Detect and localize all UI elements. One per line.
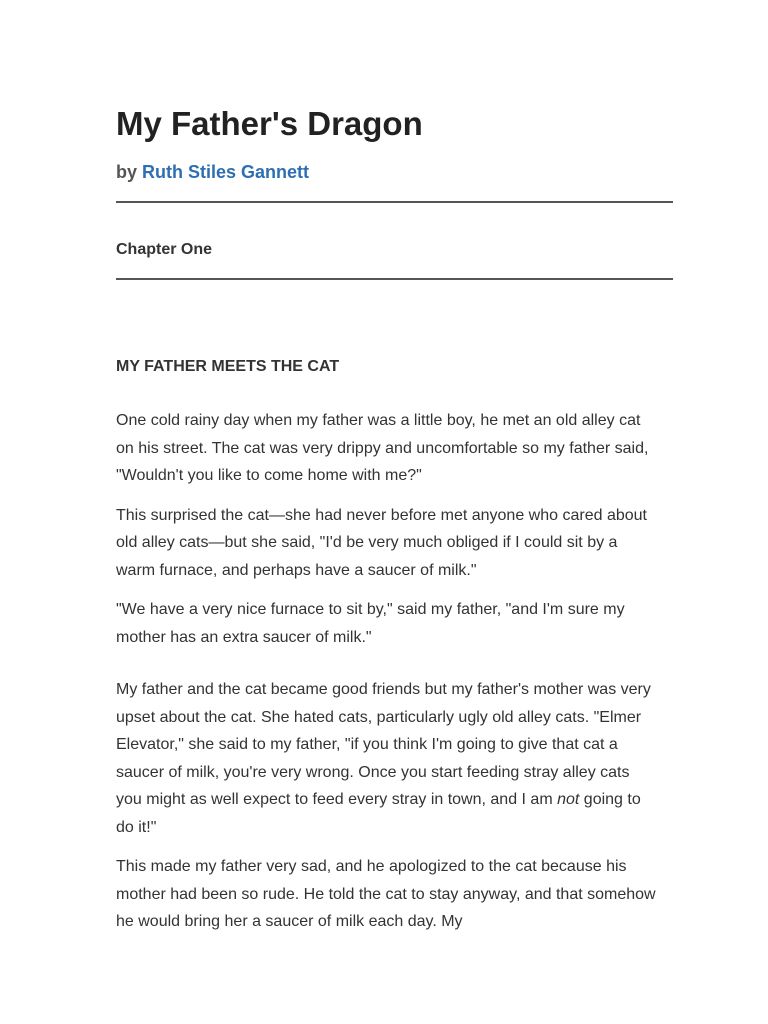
- document-page: [116, 0, 673, 936]
- section-heading: MY FATHER MEETS THE CAT: [116, 358, 340, 375]
- byline: [116, 160, 673, 184]
- paragraph-5: This made my father very sad, and he apologized to the cat because his mother had been so rude. He told the cat to stay anyway, and that somehow he would bring her a saucer of milk each day. My: [116, 858, 656, 930]
- paragraph-4-text-after: going to do it!": [116, 791, 641, 836]
- paragraph-3: "We have a very nice furnace to sit by," said my father, "and I'm sure my mother has an extra saucer of milk.": [116, 601, 625, 646]
- divider-bottom: [116, 278, 673, 280]
- paragraph-4: [116, 676, 656, 841]
- divider-top: [116, 201, 673, 203]
- paragraph-1: One cold rainy day when my father was a little boy, he met an old alley cat on his street. The cat was very drippy and uncomfortable so my father said, "Wouldn't you like to come home with me?": [116, 412, 649, 484]
- byline-prefix: by: [116, 162, 138, 182]
- paragraph-2: This surprised the cat—she had never before met anyone who cared about old alley cats—but she said, "I'd be very much obliged if I could sit by a warm furnace, and perhaps have a saucer of milk.": [116, 506, 647, 579]
- chapter-label: Chapter One: [116, 241, 213, 258]
- book-title: My Father's Dragon: [116, 105, 423, 142]
- author-link[interactable]: Ruth Stiles Gannett: [142, 162, 310, 182]
- paragraph-4-text-before: My father and the cat became good friends but my father's mother was very upset about the cat. She hated cats, particularly ugly old alley cats. "Elmer Elevator," she said to my father, "if you think I'm going to give that cat a saucer of milk, you're very wrong. Once you start feeding stray alley cats you might as well expect to feed every stray in town, and I am: [116, 681, 651, 808]
- paragraph-4-emphasis: not: [557, 791, 580, 808]
